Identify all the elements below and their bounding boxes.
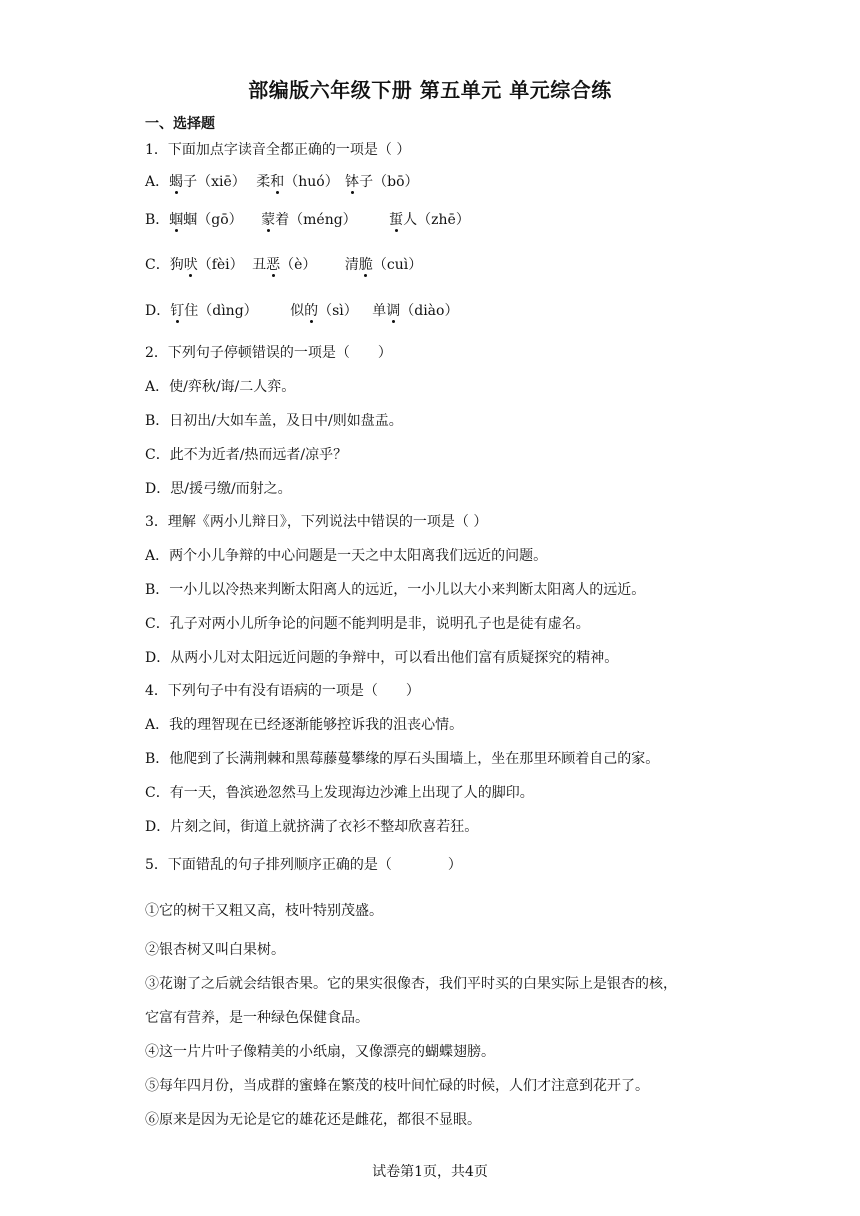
q2-option-c: C．此不为近者/热而远者/凉乎？ — [145, 447, 348, 463]
q4-option-a: A．我的理智现在已经逐渐能够控诉我的沮丧心情。 — [145, 717, 464, 733]
q1-option-b — [145, 211, 470, 229]
option-text: 人（zhē） — [403, 212, 470, 228]
q4-stem: 4．下列句子中有没有语病的一项是（ ） — [145, 683, 420, 699]
option-text: 丑 — [252, 257, 267, 273]
q4-option-c: C．有一天，鲁滨逊忽然马上发现海边沙滩上出现了人的脚印。 — [145, 785, 534, 801]
option-text: （fèi） — [197, 257, 244, 273]
option-text: 蝈（gō） — [183, 212, 243, 228]
q2-stem: 2．下列句子停顿错误的一项是（ ） — [145, 345, 392, 361]
q5-sentence-5: ⑤每年四月份，当成群的蜜蜂在繁茂的枝叶间忙碌的时候，人们才注意到花开了。 — [145, 1078, 649, 1094]
q2-option-a: A．使/弈秋/诲/二人弈。 — [145, 379, 296, 395]
section-heading: 一、选择题 — [145, 116, 215, 132]
option-text: （è） — [280, 257, 317, 273]
q5-sentence-1: ①它的树干又粗又高，枝叶特别茂盛。 — [145, 903, 383, 919]
dotted-char: 调 — [386, 303, 401, 319]
q3-stem: 3．理解《两小儿辩日》，下列说法中错误的一项是（ ） — [145, 514, 488, 530]
q2-option-d: D．思/援弓缴/而射之。 — [145, 481, 292, 497]
option-text: 柔 — [256, 174, 271, 190]
dotted-char: 和 — [270, 174, 285, 190]
option-text: 着（méng） — [275, 212, 357, 228]
q1-option-a — [145, 173, 419, 191]
option-text: 狗 — [169, 257, 184, 273]
q1-stem: 1．下面加点字读音全都正确的一项是（ ） — [145, 142, 411, 158]
q3-option-d: D．从两小儿对太阳远近问题的争辩中，可以看出他们富有质疑探究的精神。 — [145, 650, 619, 666]
q5-stem: 5．下面错乱的句子排列顺序正确的是（ ） — [145, 857, 462, 873]
dotted-char: 的 — [304, 303, 319, 319]
dotted-char: 蝈 — [169, 212, 184, 228]
q5-sentence-2: ②银杏树又叫白果树。 — [145, 942, 285, 958]
page-title: 部编版六年级下册 第五单元 单元综合练 — [248, 78, 612, 102]
q1-option-d — [145, 302, 458, 320]
q2-option-b: B．日初出/大如车盖，及日中/则如盘盂。 — [145, 413, 403, 429]
option-text: 似 — [290, 303, 305, 319]
q4-option-d: D．片刻之间，街道上就挤满了衣衫不整却欣喜若狂。 — [145, 819, 479, 835]
q1-option-c — [145, 256, 422, 274]
option-label: C． — [145, 257, 170, 273]
dotted-char: 钉 — [170, 303, 185, 319]
option-text: 清 — [344, 257, 359, 273]
q5-sentence-6: ⑥原来是因为无论是它的雄花还是雌花，都很不显眼。 — [145, 1112, 481, 1128]
q5-sentence-3-cont: 它富有营养，是一种绿色保健食品。 — [145, 1010, 369, 1026]
q5-sentence-3: ③花谢了之后就会结银杏果。它的果实很像杏，我们平时买的白果实际上是银杏的核， — [145, 976, 677, 992]
option-label: A． — [145, 174, 170, 190]
dotted-char: 蜇 — [389, 212, 404, 228]
q3-option-a: A．两个小儿争辩的中心问题是一天之中太阳离我们远近的问题。 — [145, 548, 548, 564]
option-label: B． — [145, 212, 170, 228]
q3-option-b: B．一小儿以冷热来判断太阳离人的远近，一小儿以大小来判断太阳离人的远近。 — [145, 582, 646, 598]
option-text: （cuì） — [372, 257, 423, 273]
dotted-char: 钵 — [345, 174, 360, 190]
option-text: 单 — [372, 303, 387, 319]
dotted-char: 恶 — [266, 257, 281, 273]
q4-option-b: B．他爬到了长满荆棘和黑莓藤蔓攀缘的厚石头围墙上，坐在那里环顾着自己的家。 — [145, 751, 660, 767]
dotted-char: 蝎 — [169, 174, 184, 190]
q3-option-c: C．孔子对两小儿所争论的问题不能判明是非，说明孔子也是徒有虚名。 — [145, 616, 590, 632]
q5-sentence-4: ④这一片片叶子像精美的小纸扇，又像漂亮的蝴蝶翅膀。 — [145, 1044, 495, 1060]
dotted-char: 脆 — [358, 257, 373, 273]
option-text: 子（xiē） — [183, 174, 246, 190]
dotted-char: 吠 — [183, 257, 198, 273]
option-text: 住（dìng） — [184, 303, 258, 319]
option-text: （diào） — [400, 303, 459, 319]
option-text: （sì） — [318, 303, 358, 319]
dotted-char: 蒙 — [261, 212, 276, 228]
page-footer: 试卷第1页，共4页 — [372, 1164, 488, 1180]
option-text: （huó） — [284, 174, 339, 190]
option-text: 子（bō） — [359, 174, 419, 190]
option-label: D． — [145, 303, 171, 319]
